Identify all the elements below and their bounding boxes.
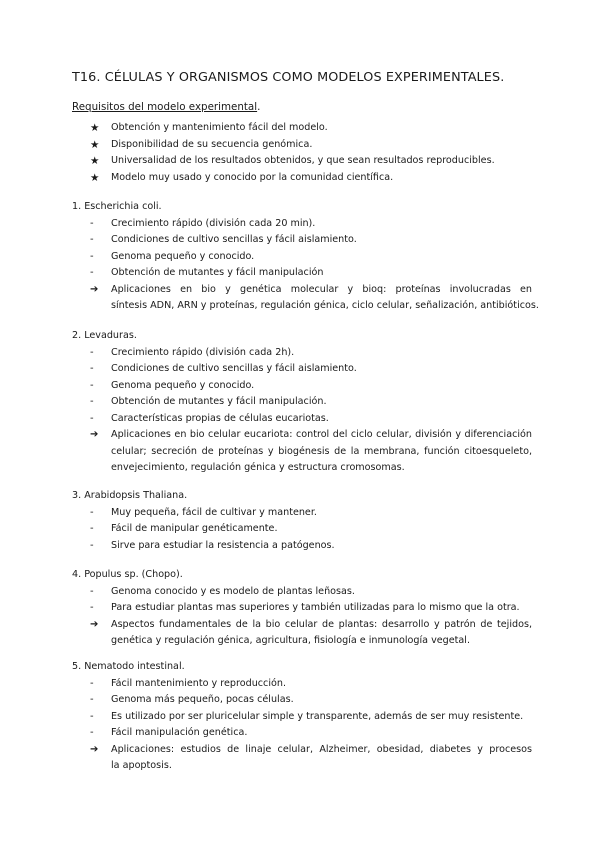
dash-bullet-icon: - (90, 523, 94, 534)
page-title: T16. CÉLULAS Y ORGANISMOS COMO MODELOS EXPERIMENTALES. (72, 70, 505, 85)
arrow-bullet-icon: ➔ (90, 429, 99, 440)
dash-bullet-icon: - (90, 267, 94, 278)
dash-bullet-icon: - (90, 539, 94, 551)
arrow-item (72, 742, 532, 759)
requisitos-heading (72, 101, 260, 113)
list-item (72, 600, 532, 617)
dash-bullet-icon: - (90, 602, 94, 613)
list-item (72, 153, 532, 170)
section-heading: 4. Populus sp. (Chopo). (72, 569, 183, 580)
list-item (72, 538, 532, 555)
list-item (72, 584, 532, 601)
list-item-text: Crecimiento rápido (división cada 20 min). (111, 217, 316, 229)
dash-bullet-icon: - (90, 506, 94, 518)
star-bullet-icon: ★ (90, 122, 100, 134)
list-item-text: Obtención y mantenimiento fácil del modelo. (111, 122, 328, 133)
section-nematodo (72, 659, 532, 775)
list-item (72, 120, 532, 137)
arrow-bullet-icon: ➔ (90, 618, 99, 630)
list-item (72, 232, 532, 249)
arrow-item-continuation: la apoptosis. (111, 760, 172, 771)
arrow-item-text: Aplicaciones en bio y genética molecular y bioq: proteínas involucradas en (111, 283, 532, 295)
arrow-item-continuation: genética y regulación génica, agricultura, fisiología e inmunología vegetal. (111, 635, 470, 646)
section-heading: 1. Escherichia coli. (72, 201, 162, 212)
list-item-text: Universalidad de los resultados obtenidos, y que sean resultados reproducibles. (111, 155, 495, 166)
list-item-text: Sirve para estudiar la resistencia a patógenos. (111, 539, 335, 551)
arrow-item-text: Aplicaciones: estudios de linaje celular, Alzheimer, obesidad, diabetes y procesos (111, 743, 532, 755)
list-item (72, 345, 532, 362)
dash-bullet-icon: - (90, 396, 94, 407)
list-item-text: Genoma pequeño y conocido. (111, 250, 255, 262)
list-item (72, 249, 532, 266)
dash-bullet-icon: - (90, 727, 94, 738)
list-item-text: Condiciones de cultivo sencillas y fácil aislamiento. (111, 363, 357, 374)
dash-bullet-icon: - (90, 710, 94, 722)
section-escherichia-coli (72, 199, 539, 315)
section-levaduras (72, 328, 532, 477)
section-heading: 3. Arabidopsis Thaliana. (72, 490, 188, 501)
dash-bullet-icon: - (90, 585, 94, 597)
list-item (72, 394, 532, 411)
section-populus (72, 567, 532, 650)
list-item-text: Fácil mantenimiento y reproducción. (111, 677, 287, 689)
list-item (72, 521, 532, 538)
list-item (72, 411, 532, 428)
list-item (72, 505, 532, 522)
list-item-text: Genoma conocido y es modelo de plantas leñosas. (111, 585, 355, 597)
list-item (72, 265, 532, 282)
requisitos-list (72, 120, 532, 186)
list-item-text: Condiciones de cultivo sencillas y fácil aislamiento. (111, 234, 357, 245)
arrow-item (72, 282, 532, 299)
list-item (72, 692, 532, 709)
arrow-item (72, 617, 532, 634)
list-item (72, 361, 532, 378)
list-item-text: Genoma más pequeño, pocas células. (111, 694, 294, 705)
star-bullet-icon: ★ (90, 155, 100, 167)
list-item (72, 709, 532, 726)
dash-bullet-icon: - (90, 412, 94, 424)
list-item-text: Obtención de mutantes y fácil manipulación (111, 267, 324, 278)
section-heading: 5. Nematodo intestinal. (72, 661, 185, 672)
arrow-item-text: Aspectos fundamentales de la bio celular de plantas: desarrollo y patrón de tejidos, (111, 618, 532, 630)
list-item-text: Para estudiar plantas mas superiores y también utilizadas para lo mismo que la otra. (111, 602, 520, 613)
list-item (72, 725, 532, 742)
arrow-item-text: Aplicaciones en bio celular eucariota: control del ciclo celular, división y diferenciación (111, 429, 532, 440)
list-item-text: Genoma pequeño y conocido. (111, 379, 255, 391)
star-bullet-icon: ★ (90, 171, 100, 184)
list-item-text: Obtención de mutantes y fácil manipulación. (111, 396, 327, 407)
requisitos-heading-period: . (257, 101, 261, 113)
requisitos-heading-text: Requisitos del modelo experimental (72, 101, 258, 113)
list-item-text: Fácil manipulación genética. (111, 727, 248, 738)
star-bullet-icon: ★ (90, 138, 100, 151)
dash-bullet-icon: - (90, 346, 94, 358)
section-arabidopsis (72, 488, 532, 554)
arrow-item-continuation: síntesis ADN, ARN y proteínas, regulación génica, ciclo celular, señalización, antibióticos. (111, 300, 539, 311)
list-item (72, 137, 532, 154)
dash-bullet-icon: - (90, 379, 94, 391)
list-item-text: Disponibilidad de su secuencia genómica. (111, 138, 313, 150)
list-item (72, 378, 532, 395)
list-item-text: Crecimiento rápido (división cada 2h). (111, 346, 295, 358)
section-heading: 2. Levaduras. (72, 330, 137, 341)
list-item-text: Características propias de células eucariotas. (111, 412, 329, 424)
list-item (72, 676, 532, 693)
arrow-item-continuation: celular; secreción de proteínas y biogénesis de la membrana, función citoesqueleto, (111, 445, 532, 457)
dash-bullet-icon: - (90, 217, 94, 229)
list-item (72, 170, 532, 187)
arrow-item (72, 427, 532, 444)
list-item-text: Fácil de manipular genéticamente. (111, 523, 278, 534)
dash-bullet-icon: - (90, 694, 94, 705)
dash-bullet-icon: - (90, 363, 94, 374)
list-item-text: Es utilizado por ser pluricelular simple y transparente, además de ser muy resistente. (111, 710, 524, 722)
arrow-bullet-icon: ➔ (90, 283, 99, 295)
arrow-item-continuation: envejecimiento, regulación génica y estructura cromosomas. (111, 462, 405, 473)
dash-bullet-icon: - (90, 250, 94, 262)
dash-bullet-icon: - (90, 234, 94, 245)
list-item-text: Muy pequeña, fácil de cultivar y mantener. (111, 506, 317, 518)
list-item-text: Modelo muy usado y conocido por la comunidad científica. (111, 171, 394, 183)
dash-bullet-icon: - (90, 677, 94, 689)
list-item (72, 216, 532, 233)
arrow-bullet-icon: ➔ (90, 743, 99, 755)
